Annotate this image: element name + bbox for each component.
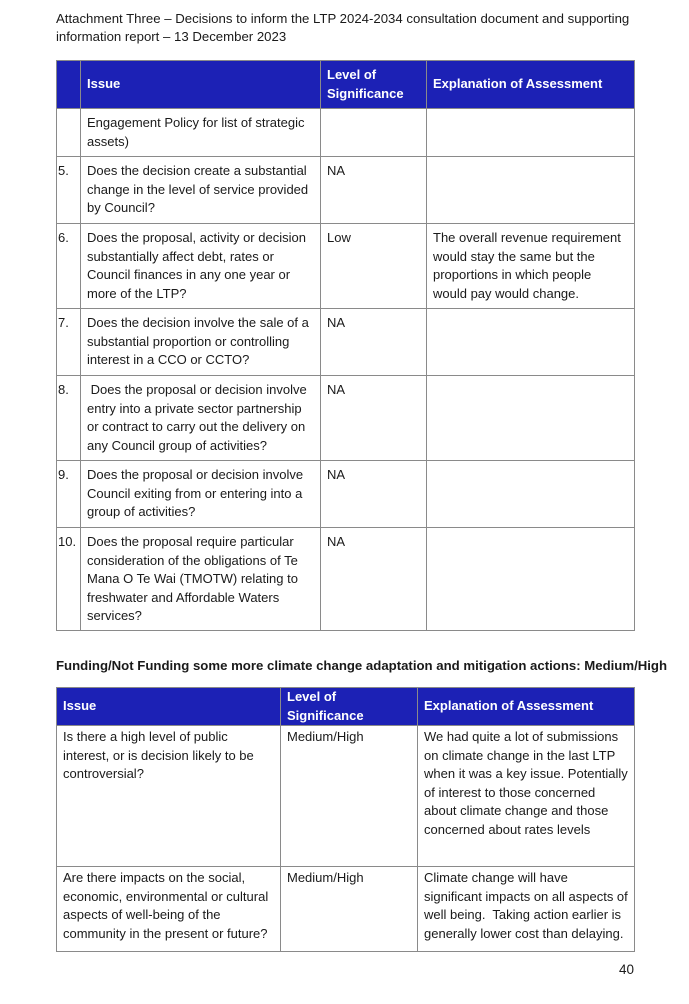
row-issue: Does the proposal or decision involve entry into a private sector partnership or contract to carry out the delivery on any Council group of activities? [81,376,321,461]
table-row [57,157,635,224]
table-row [57,109,635,157]
table-row [57,376,635,461]
row-issue: Does the proposal, activity or decision substantially affect debt, rates or Council finances in any one year or more of the LTP? [81,224,321,309]
page-number: 40 [618,962,634,977]
row-level: NA [321,376,427,461]
section-heading: Funding/Not Funding some more climate change adaptation and mitigation actions: Medium/High [56,658,668,673]
row-issue: Are there impacts on the social, economic, environmental or cultural aspects of well-being of the community in the present or future? [57,867,281,952]
row-level: Medium/High [281,867,418,952]
header-number [57,61,81,109]
row-level: NA [321,528,427,631]
row-level: NA [321,309,427,376]
row-issue: Does the decision create a substantial change in the level of service provided by Council? [81,157,321,224]
row-explanation [427,461,635,528]
row-level [321,109,427,157]
row-issue: Does the proposal or decision involve Council exiting from or entering into a group of activities? [81,461,321,528]
row-level: Medium/High [281,726,418,867]
header-issue: Issue [57,688,281,726]
table-row [57,528,635,631]
row-issue: Does the decision involve the sale of a substantial proportion or controlling interest in a CCO or CCTO? [81,309,321,376]
table-header-row [57,61,635,109]
table-header-row [57,688,635,726]
row-explanation [427,109,635,157]
row-number [57,109,81,157]
row-level: Low [321,224,427,309]
row-explanation: We had quite a lot of submissions on climate change in the last LTP when it was a key issue. Potentially of interest to those concerned about climate change and those concerned about rates levels [418,726,635,867]
row-issue: Engagement Policy for list of strategic assets) [81,109,321,157]
row-explanation [427,376,635,461]
row-explanation [427,157,635,224]
header-explanation: Explanation of Assessment [418,688,635,726]
table-row [57,461,635,528]
row-number: 9. [57,461,81,528]
row-number: 10. [57,528,81,631]
row-explanation [427,309,635,376]
row-explanation [427,528,635,631]
table-row [57,726,635,867]
row-number: 6. [57,224,81,309]
header-level-of-significance: Level of Significance [281,688,418,726]
table-row [57,867,635,952]
climate-significance-table [56,687,635,952]
row-number: 8. [57,376,81,461]
row-level: NA [321,157,427,224]
row-number: 5. [57,157,81,224]
row-issue: Is there a high level of public interest, or is decision likely to be controversial? [57,726,281,867]
header-explanation: Explanation of Assessment [427,61,635,109]
header-level-of-significance: Level of Significance [321,61,427,109]
row-number: 7. [57,309,81,376]
row-level: NA [321,461,427,528]
document-header: Attachment Three – Decisions to inform the LTP 2024-2034 consultation document and supporting information report – 13 December 2023 [56,11,630,44]
header-issue: Issue [81,61,321,109]
table-row [57,309,635,376]
table-row [57,224,635,309]
significance-table-continued [56,60,635,631]
row-explanation: The overall revenue requirement would stay the same but the proportions in which people would pay would change. [427,224,635,309]
row-explanation: Climate change will have significant impacts on all aspects of well being. Taking action earlier is generally lower cost than delaying. [418,867,635,952]
row-issue: Does the proposal require particular consideration of the obligations of Te Mana O Te Wai (TMOTW) relating to freshwater and Affordable Waters services? [81,528,321,631]
